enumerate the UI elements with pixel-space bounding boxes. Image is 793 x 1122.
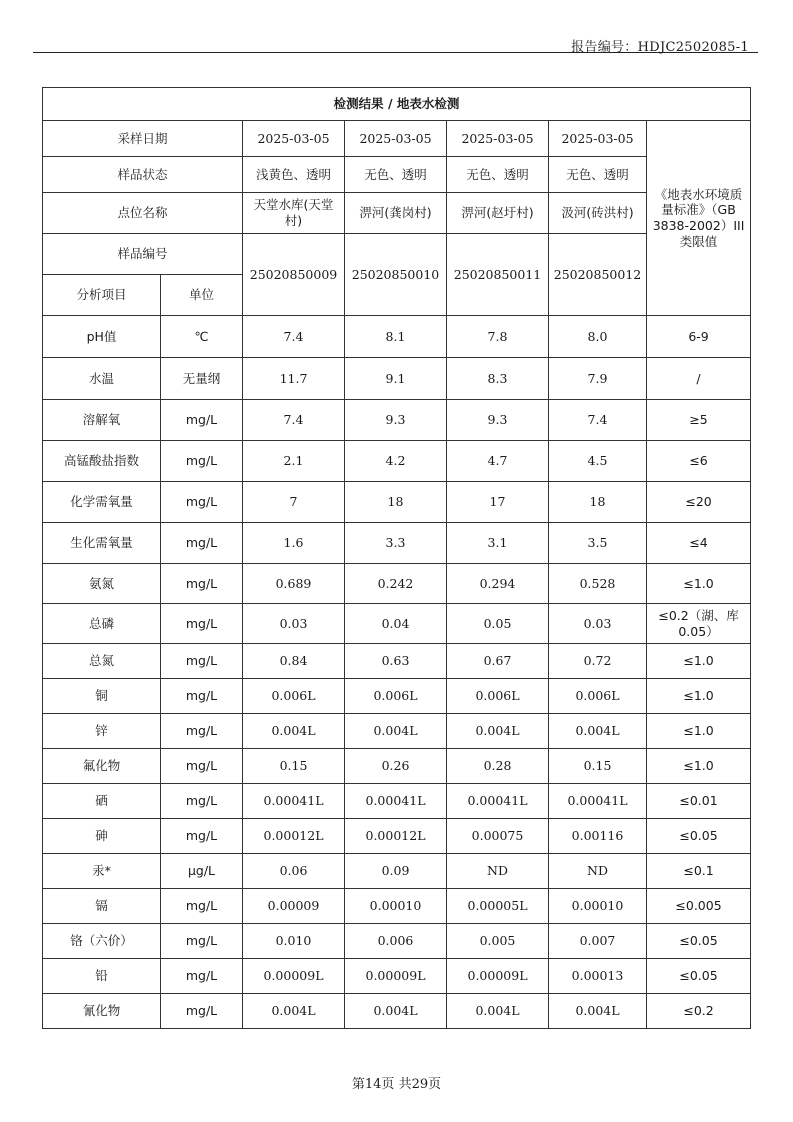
result-value: ND: [447, 854, 549, 889]
table-row: [43, 564, 751, 604]
result-value: 0.242: [345, 564, 447, 604]
result-value: 0.00005L: [447, 889, 549, 924]
result-value: 0.010: [243, 924, 345, 959]
analysis-item: 锌: [43, 714, 161, 749]
analysis-item: 水温: [43, 358, 161, 400]
table-row: [43, 959, 751, 994]
result-value: 3.1: [447, 523, 549, 564]
result-value: 0.00041L: [243, 784, 345, 819]
result-value: 7.4: [243, 400, 345, 441]
result-value: 0.006L: [345, 679, 447, 714]
result-value: 8.1: [345, 316, 447, 358]
result-value: 8.0: [549, 316, 647, 358]
table-row: [43, 994, 751, 1029]
result-value: 4.7: [447, 441, 549, 482]
label-item: 分析项目: [43, 275, 161, 316]
result-value: 0.294: [447, 564, 549, 604]
result-value: 0.004L: [345, 994, 447, 1029]
table-row: [43, 924, 751, 959]
result-value: 0.00009L: [345, 959, 447, 994]
result-value: 7.4: [549, 400, 647, 441]
table-row: [43, 400, 751, 441]
result-value: 0.63: [345, 644, 447, 679]
analysis-item: 总氮: [43, 644, 161, 679]
analysis-item: 硒: [43, 784, 161, 819]
result-value: 0.05: [447, 604, 549, 644]
result-value: 0.15: [549, 749, 647, 784]
unit: mg/L: [161, 714, 243, 749]
unit: mg/L: [161, 749, 243, 784]
unit: mg/L: [161, 400, 243, 441]
unit: mg/L: [161, 644, 243, 679]
result-value: 0.00012L: [345, 819, 447, 854]
result-value: 17: [447, 482, 549, 523]
standard-limit: /: [647, 358, 751, 400]
unit: mg/L: [161, 604, 243, 644]
unit: mg/L: [161, 441, 243, 482]
result-value: ND: [549, 854, 647, 889]
result-value: 7.8: [447, 316, 549, 358]
result-value: 0.007: [549, 924, 647, 959]
result-value: 0.006L: [549, 679, 647, 714]
result-value: 0.006L: [447, 679, 549, 714]
result-value: 7: [243, 482, 345, 523]
analysis-item: 铜: [43, 679, 161, 714]
sample-state: 无色、透明: [549, 157, 647, 193]
unit: mg/L: [161, 523, 243, 564]
result-value: 4.2: [345, 441, 447, 482]
result-value: 0.15: [243, 749, 345, 784]
result-value: 0.67: [447, 644, 549, 679]
result-value: 2.1: [243, 441, 345, 482]
result-value: 0.00041L: [345, 784, 447, 819]
site-name: 淠河(赵圩村): [447, 193, 549, 234]
table-row: [43, 854, 751, 889]
result-value: 8.3: [447, 358, 549, 400]
analysis-item: 高锰酸盐指数: [43, 441, 161, 482]
result-value: 0.28: [447, 749, 549, 784]
analysis-item: 氨氮: [43, 564, 161, 604]
header-rule: [33, 52, 758, 53]
standard-limit: ≤0.01: [647, 784, 751, 819]
sample-number: 25020850012: [549, 234, 647, 316]
site-name: 汲河(砖洪村): [549, 193, 647, 234]
analysis-item: 化学需氧量: [43, 482, 161, 523]
unit: mg/L: [161, 564, 243, 604]
unit: mg/L: [161, 784, 243, 819]
sample-number: 25020850010: [345, 234, 447, 316]
analysis-item: 总磷: [43, 604, 161, 644]
results-table: [42, 87, 751, 1029]
standard-limit: ≤0.2: [647, 994, 751, 1029]
unit: mg/L: [161, 889, 243, 924]
sample-date: 2025-03-05: [243, 121, 345, 157]
result-value: 0.04: [345, 604, 447, 644]
result-value: 0.004L: [243, 994, 345, 1029]
standard-limit: ≤0.005: [647, 889, 751, 924]
report-number: 报告编号：HDJC2502085-1: [571, 40, 749, 55]
result-value: 7.9: [549, 358, 647, 400]
sample-number: 25020850011: [447, 234, 549, 316]
result-value: 0.00009L: [447, 959, 549, 994]
result-value: 0.72: [549, 644, 647, 679]
table-row: [43, 644, 751, 679]
unit: mg/L: [161, 679, 243, 714]
standard-limit: ≤1.0: [647, 564, 751, 604]
result-value: 0.06: [243, 854, 345, 889]
table-title: 检测结果 / 地表水检测: [43, 88, 751, 121]
unit: 无量纲: [161, 358, 243, 400]
site-name: 天堂水库(天堂村): [243, 193, 345, 234]
result-value: 0.00013: [549, 959, 647, 994]
sample-date: 2025-03-05: [549, 121, 647, 157]
sample-state: 无色、透明: [345, 157, 447, 193]
analysis-item: 砷: [43, 819, 161, 854]
result-value: 0.004L: [549, 994, 647, 1029]
standard-limit: ≤1.0: [647, 749, 751, 784]
table-row: [43, 679, 751, 714]
result-value: 9.1: [345, 358, 447, 400]
result-value: 0.00116: [549, 819, 647, 854]
standard-limit: ≤6: [647, 441, 751, 482]
result-value: 0.004L: [549, 714, 647, 749]
label-sample-state: 样品状态: [43, 157, 243, 193]
result-value: 0.689: [243, 564, 345, 604]
unit: μg/L: [161, 854, 243, 889]
result-value: 0.09: [345, 854, 447, 889]
result-value: 0.006L: [243, 679, 345, 714]
analysis-item: 氰化物: [43, 994, 161, 1029]
site-name: 淠河(龚岗村): [345, 193, 447, 234]
result-value: 0.00012L: [243, 819, 345, 854]
unit: mg/L: [161, 994, 243, 1029]
standard-limit: ≤0.05: [647, 819, 751, 854]
result-value: 0.26: [345, 749, 447, 784]
standard-limit: ≤20: [647, 482, 751, 523]
standard-limit: ≤0.05: [647, 959, 751, 994]
result-value: 0.528: [549, 564, 647, 604]
sample-number: 25020850009: [243, 234, 345, 316]
sample-state: 浅黄色、透明: [243, 157, 345, 193]
table-row: [43, 358, 751, 400]
analysis-item: 生化需氧量: [43, 523, 161, 564]
label-unit: 单位: [161, 275, 243, 316]
table-row: [43, 604, 751, 644]
result-value: 0.00041L: [549, 784, 647, 819]
analysis-item: 镉: [43, 889, 161, 924]
table-row: [43, 441, 751, 482]
unit: mg/L: [161, 924, 243, 959]
result-value: 4.5: [549, 441, 647, 482]
label-site-name: 点位名称: [43, 193, 243, 234]
standard-limit: ≤1.0: [647, 679, 751, 714]
result-value: 0.004L: [345, 714, 447, 749]
standard-limit: ≤0.1: [647, 854, 751, 889]
analysis-item: 铅: [43, 959, 161, 994]
table-row: [43, 316, 751, 358]
result-value: 0.03: [549, 604, 647, 644]
label-sample-no: 样品编号: [43, 234, 243, 275]
analysis-item: 铬（六价）: [43, 924, 161, 959]
standard-limit: ≤4: [647, 523, 751, 564]
result-value: 0.03: [243, 604, 345, 644]
result-value: 0.005: [447, 924, 549, 959]
analysis-item: 溶解氧: [43, 400, 161, 441]
result-value: 9.3: [447, 400, 549, 441]
result-value: 0.00009: [243, 889, 345, 924]
standard-header: 《地表水环境质量标准》（GB 3838-2002）III类限值: [647, 121, 751, 316]
unit: ℃: [161, 316, 243, 358]
result-value: 0.006: [345, 924, 447, 959]
analysis-item: 汞*: [43, 854, 161, 889]
standard-limit: ≤0.2（湖、库0.05）: [647, 604, 751, 644]
table-row: [43, 482, 751, 523]
unit: mg/L: [161, 959, 243, 994]
result-value: 0.00041L: [447, 784, 549, 819]
table-row: [43, 819, 751, 854]
table-row: [43, 889, 751, 924]
sample-date: 2025-03-05: [447, 121, 549, 157]
result-value: 0.004L: [447, 714, 549, 749]
table-row: [43, 714, 751, 749]
result-value: 3.5: [549, 523, 647, 564]
analysis-item: 氟化物: [43, 749, 161, 784]
result-value: 18: [345, 482, 447, 523]
analysis-item: pH值: [43, 316, 161, 358]
table-row: [43, 784, 751, 819]
unit: mg/L: [161, 482, 243, 523]
label-sample-date: 采样日期: [43, 121, 243, 157]
page-footer: 第14页 共29页: [351, 1077, 442, 1092]
result-value: 0.00010: [549, 889, 647, 924]
result-value: 1.6: [243, 523, 345, 564]
result-value: 11.7: [243, 358, 345, 400]
result-value: 7.4: [243, 316, 345, 358]
result-value: 9.3: [345, 400, 447, 441]
result-value: 0.00075: [447, 819, 549, 854]
result-value: 18: [549, 482, 647, 523]
result-value: 0.004L: [447, 994, 549, 1029]
result-value: 0.00010: [345, 889, 447, 924]
standard-limit: 6-9: [647, 316, 751, 358]
standard-limit: ≥5: [647, 400, 751, 441]
table-row: [43, 523, 751, 564]
sample-state: 无色、透明: [447, 157, 549, 193]
standard-limit: ≤1.0: [647, 714, 751, 749]
sample-date: 2025-03-05: [345, 121, 447, 157]
unit: mg/L: [161, 819, 243, 854]
table-row: [43, 749, 751, 784]
result-value: 0.00009L: [243, 959, 345, 994]
result-value: 3.3: [345, 523, 447, 564]
result-value: 0.004L: [243, 714, 345, 749]
standard-limit: ≤1.0: [647, 644, 751, 679]
standard-limit: ≤0.05: [647, 924, 751, 959]
result-value: 0.84: [243, 644, 345, 679]
